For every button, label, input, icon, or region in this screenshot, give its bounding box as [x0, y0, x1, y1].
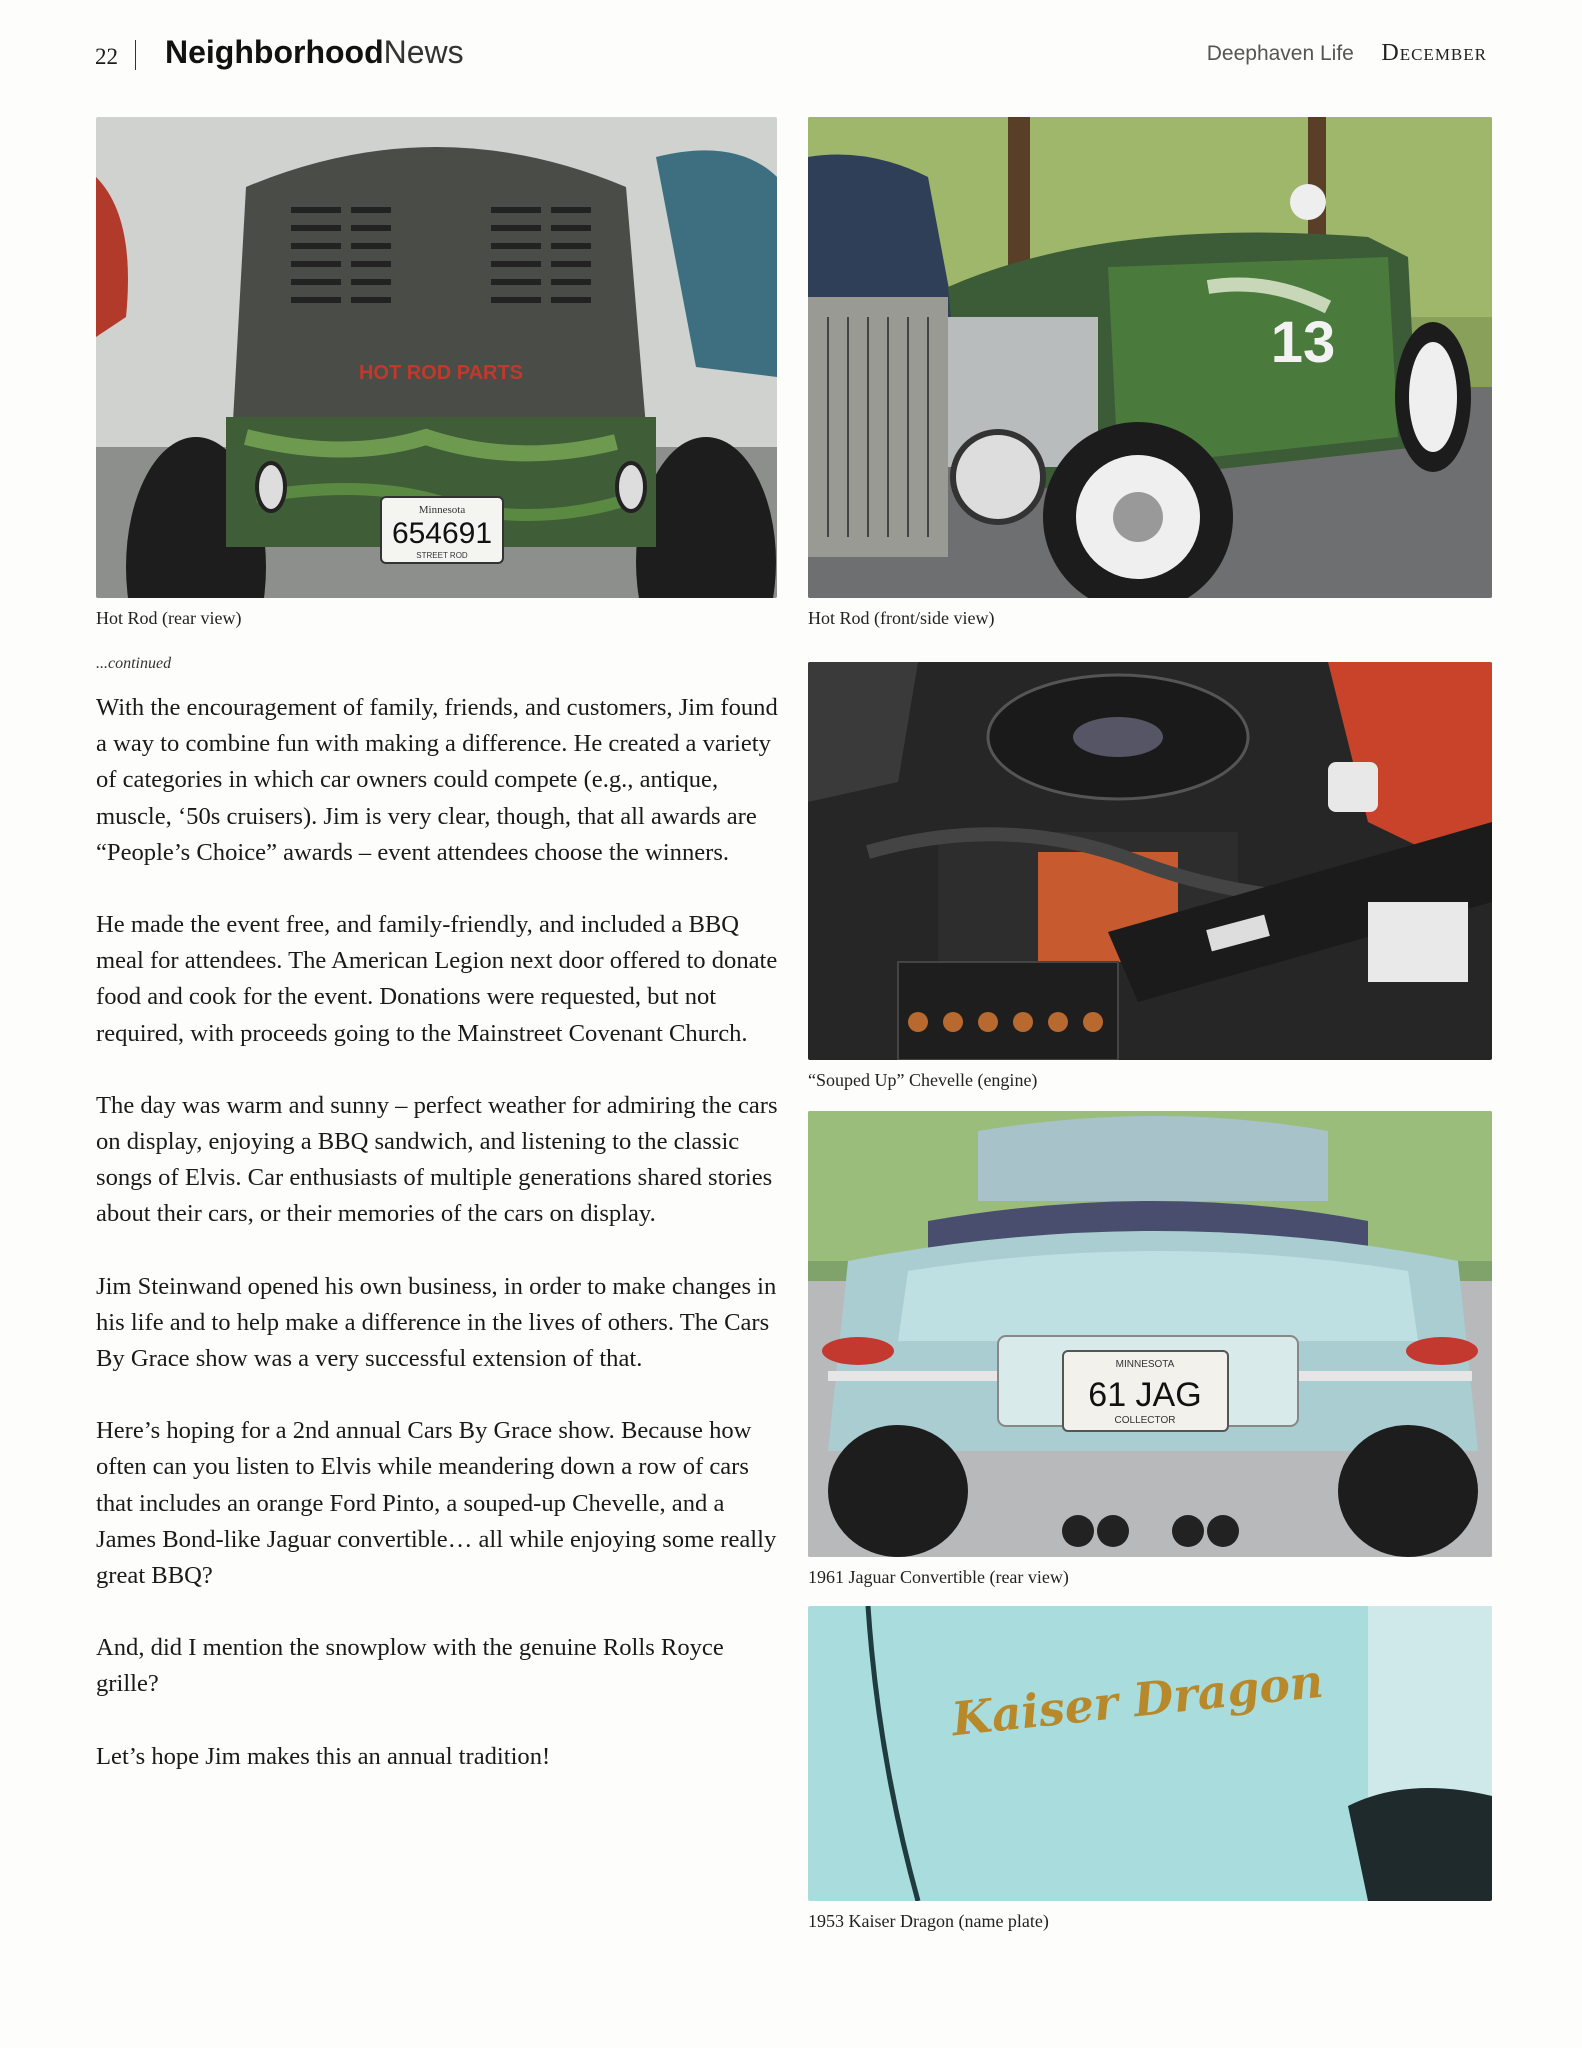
photo-caption: Hot Rod (front/side view): [808, 608, 995, 628]
page-number: 22: [95, 44, 118, 69]
photo-caption: 1953 Kaiser Dragon (name plate): [808, 1911, 1049, 1931]
publication-name: Deephaven Life: [1206, 42, 1354, 65]
photo-hot-rod-rear: [96, 117, 777, 598]
photo-hot-rod-front-side: [808, 117, 1492, 598]
plate-state-text: MINNESOTA: [1115, 1359, 1175, 1370]
photo-caption: 1961 Jaguar Convertible (rear view): [808, 1567, 1069, 1587]
photo-caption: Hot Rod (rear view): [96, 608, 242, 628]
article-paragraph: With the encouragement of family, friends, and customers, Jim found a way to combine fun with making a difference. He created a variety of categories in which car owners could compete (e.g., antique, muscle, ‘50s cruisers). Jim is very clear, though, that all awards are “People’s Choice” awards – event attendees choose the winners.: [96, 694, 778, 866]
continued-label: ...continued: [96, 655, 172, 672]
issue-month: December: [1381, 40, 1487, 66]
section-title-bold: Neighborhood: [165, 34, 384, 70]
plate-bottom-text: STREET ROD: [416, 551, 468, 560]
plate-bottom-text: COLLECTOR: [1114, 1415, 1176, 1426]
section-title-light: News: [383, 34, 464, 70]
page-header: [95, 34, 1487, 84]
article-body: [96, 690, 786, 1811]
header-divider: [135, 40, 136, 70]
nameplate-script: Kaiser Dragon: [949, 1653, 1326, 1747]
photo-jaguar-rear: [808, 1111, 1492, 1557]
article-paragraph: Let’s hope Jim makes this an annual tradition!: [96, 1742, 551, 1770]
plate-number-text: 61 JAG: [1088, 1376, 1202, 1414]
header-right: [1207, 40, 1487, 67]
article-paragraph: And, did I mention the snowplow with the genuine Rolls Royce grille?: [96, 1634, 724, 1698]
photo-kaiser-nameplate: [808, 1606, 1492, 1901]
photo-caption: “Souped Up” Chevelle (engine): [808, 1070, 1038, 1090]
trunk-lettering: HOT ROD PARTS: [358, 362, 524, 384]
article-paragraph: Jim Steinwand opened his own business, in order to make changes in his life and to help make a difference in the lives of others. The Cars By Grace show was a very successful extension of that.: [96, 1272, 777, 1373]
section-title: [165, 34, 464, 71]
article-paragraph: Here’s hoping for a 2nd annual Cars By Grace show. Because how often can you listen to Elvis while meandering down a row of cars that includes an orange Ford Pinto, a souped-up Chevelle, and a James Bond-like Jaguar convertible… all while enjoying some really great BBQ?: [96, 1417, 777, 1590]
article-paragraph: He made the event free, and family-friendly, and included a BBQ meal for attendees. The American Legion next door offered to donate food and cook for the event. Donations were requested, but not required, with proceeds going to the Mainstreet Covenant Church.: [96, 911, 778, 1047]
plate-state-text: Minnesota: [418, 504, 466, 516]
photo-chevelle-engine: [808, 662, 1492, 1060]
plate-number-text: 654691: [391, 517, 493, 550]
door-number: 13: [1270, 310, 1336, 375]
article-paragraph: The day was warm and sunny – perfect weather for admiring the cars on display, enjoying a BBQ sandwich, and listening to the classic songs of Elvis. Car enthusiasts of multiple generations shared stories about their cars, or their memories of the cars on display.: [96, 1091, 778, 1228]
